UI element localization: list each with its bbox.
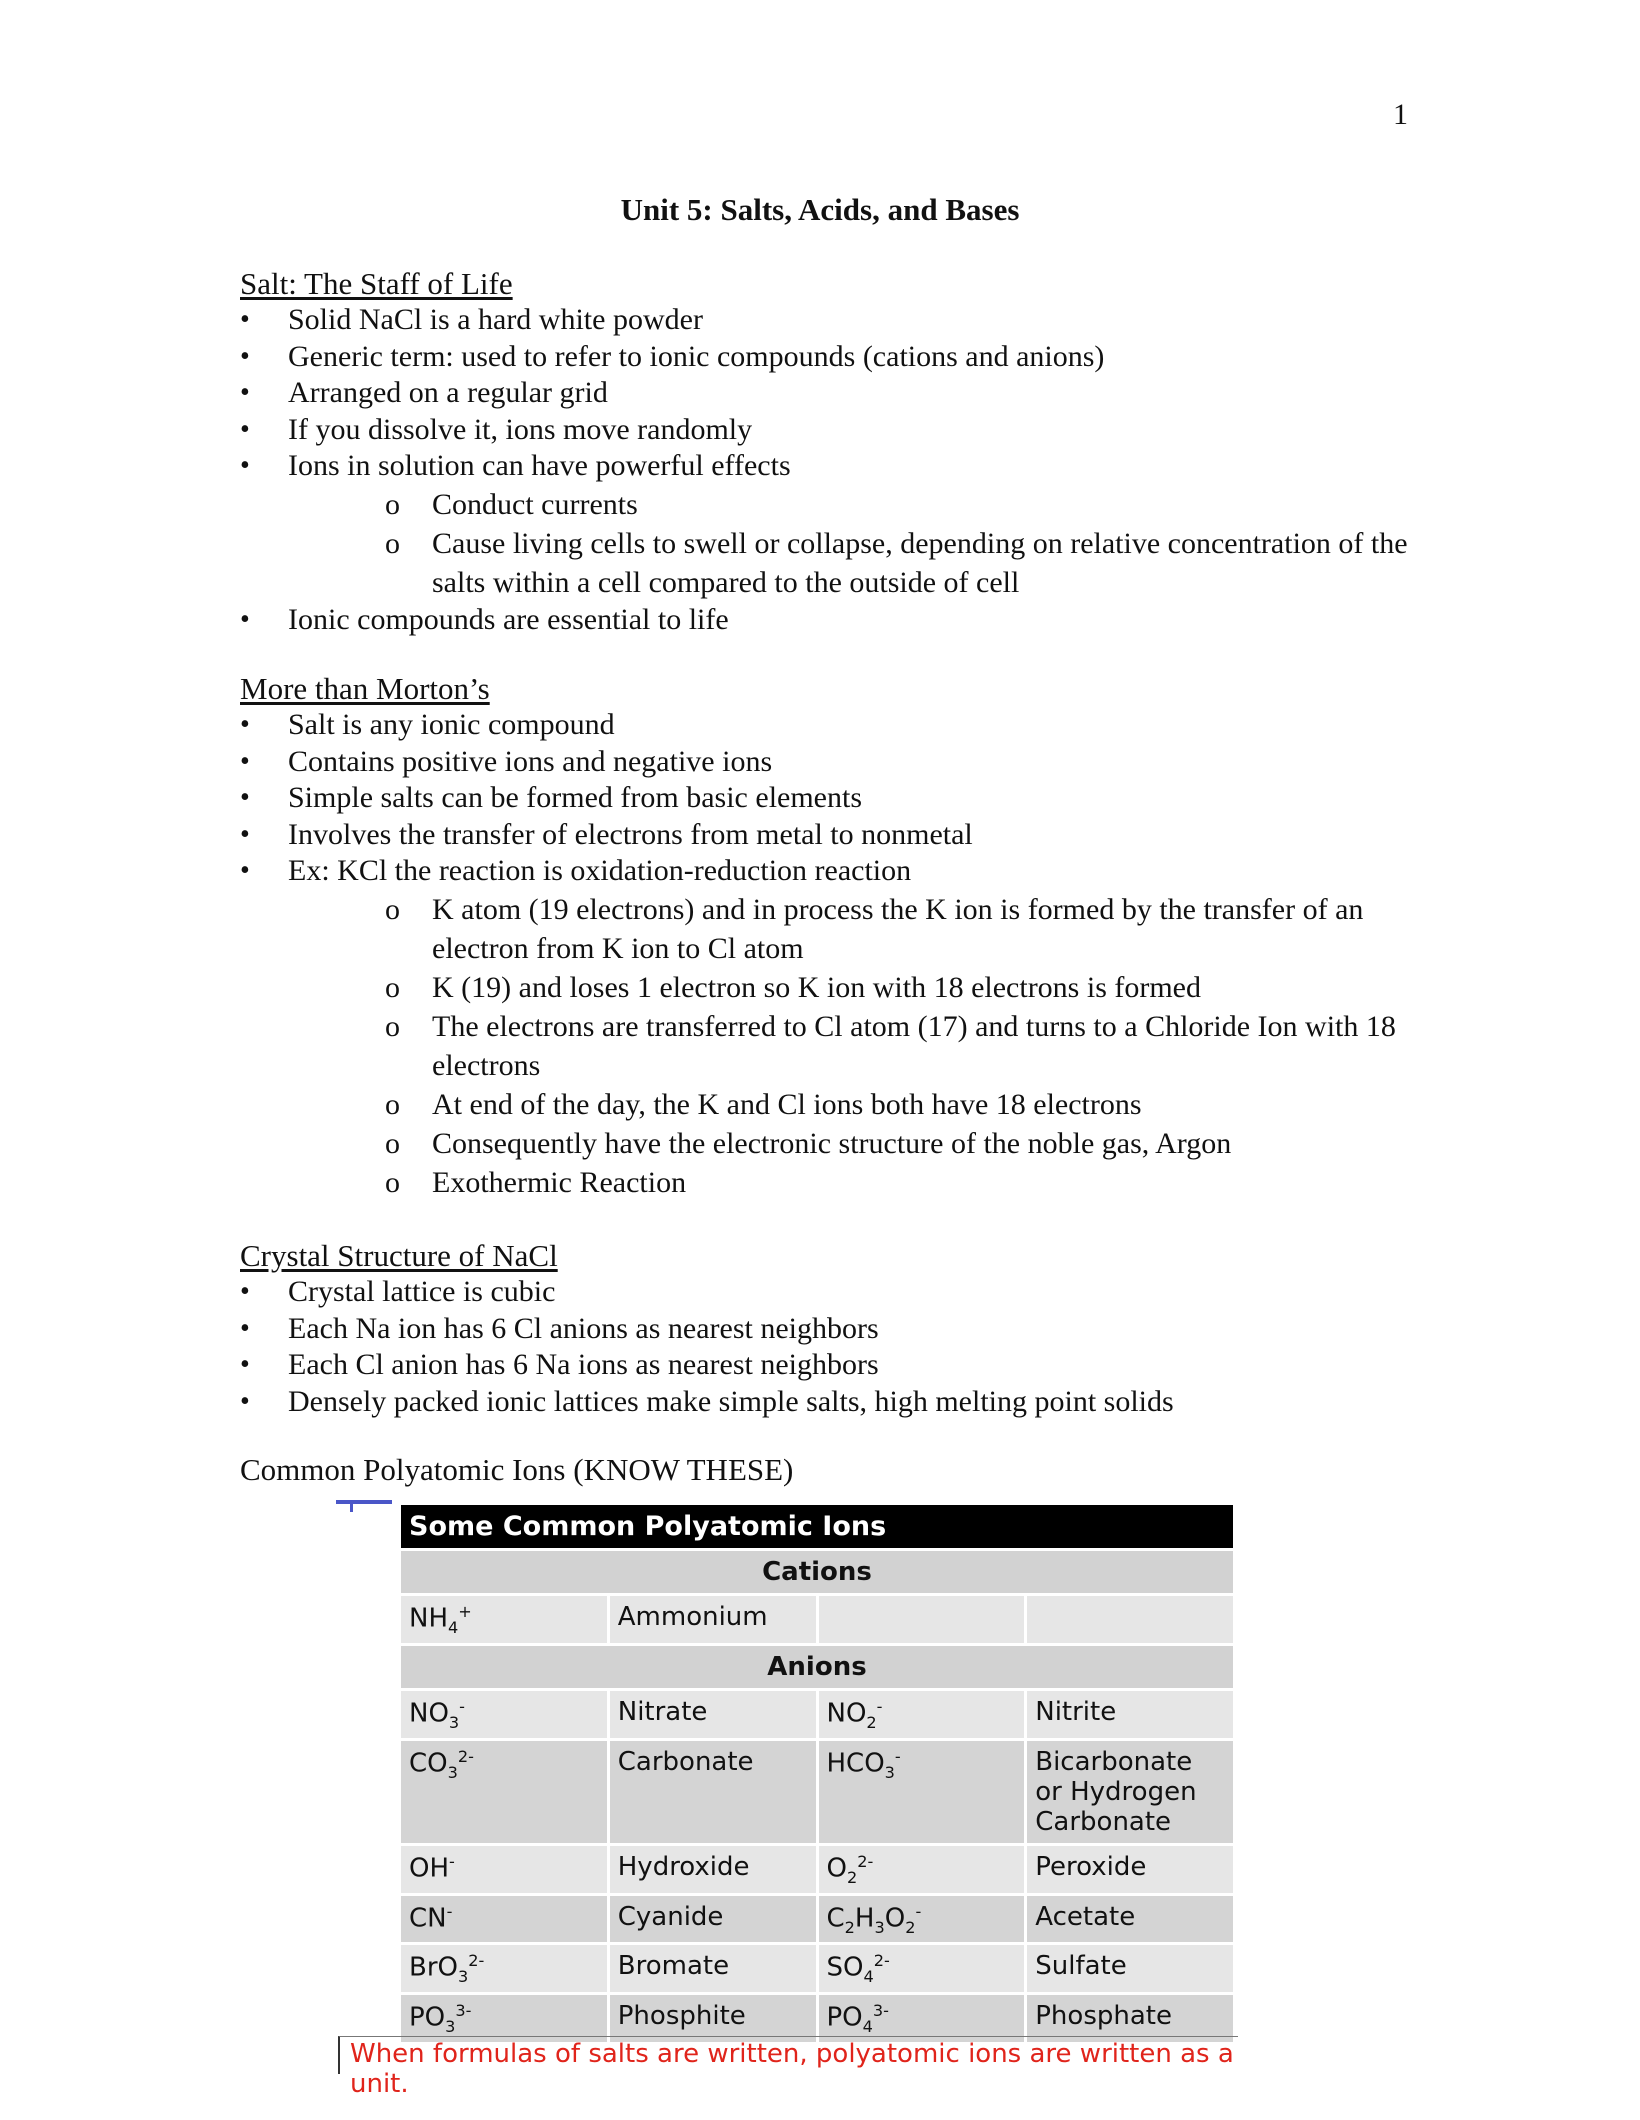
- ion-name: Nitrite: [1026, 1689, 1235, 1739]
- ion-formula: [400, 1894, 609, 1944]
- formula-charge: 2-: [457, 1746, 474, 1766]
- formula-base: NH: [409, 1603, 448, 1634]
- formula-subscript: 4: [448, 1617, 459, 1637]
- formula-base: BrO: [409, 1953, 458, 1984]
- formula-charge: 2-: [468, 1951, 485, 1971]
- sub-bullet-list: [385, 890, 1420, 1202]
- bullet-list: [240, 707, 1420, 1202]
- section-more-than-mortons: [240, 671, 1420, 1202]
- section-salt-staff-of-life: [240, 266, 1420, 638]
- ion-formula: [400, 1739, 609, 1844]
- table-row: [400, 1894, 1235, 1944]
- bullet-item: [240, 853, 1420, 1202]
- bullet-list: [240, 1274, 1420, 1420]
- bullet-item: [240, 780, 1420, 817]
- formula-base: NO: [826, 1698, 867, 1729]
- ion-formula: [400, 1844, 609, 1894]
- ion-name: Carbonate: [608, 1739, 817, 1844]
- formula-charge: -: [449, 1851, 455, 1871]
- anions-header: Anions: [400, 1644, 1235, 1689]
- ion-name: Hydroxide: [608, 1844, 817, 1894]
- bullet-item: [240, 412, 1420, 449]
- empty-cell: [1026, 1595, 1235, 1645]
- formula-base: PO: [409, 2002, 446, 2033]
- bullet-item: [240, 1311, 1420, 1348]
- table-title: Some Common Polyatomic Ions: [400, 1504, 1235, 1550]
- bullet-item: [240, 448, 1420, 602]
- formula-charge: +: [458, 1602, 472, 1621]
- ion-name: Acetate: [1026, 1894, 1235, 1944]
- page-title: Unit 5: Salts, Acids, and Bases: [620, 192, 1020, 227]
- formula-subscript: 4: [863, 1967, 874, 1987]
- bullet-text: Salt is any ionic compound: [288, 708, 615, 741]
- bullet-item: [240, 339, 1420, 376]
- ion-name: Phosphate: [1026, 1994, 1235, 2044]
- bullet-text: Involves the transfer of electrons from metal to nonmetal: [288, 817, 973, 851]
- ion-name: Phosphite: [608, 1994, 817, 2044]
- bullet-text: Ionic compounds are essential to life: [288, 602, 729, 636]
- bullet-item: [240, 602, 1420, 639]
- ion-name: Cyanide: [608, 1894, 817, 1944]
- table-row: [400, 1595, 1235, 1645]
- section-heading: More than Morton’s: [240, 671, 490, 706]
- bullet-text: Crystal lattice is cubic: [288, 1275, 556, 1308]
- ion-formula: [817, 1944, 1026, 1994]
- formula-subscript: 3: [445, 2017, 456, 2037]
- section-heading: Salt: The Staff of Life: [240, 266, 513, 301]
- ion-name: Bromate: [608, 1944, 817, 1994]
- ion-name: Bicarbonate or Hydrogen Carbonate: [1026, 1739, 1235, 1844]
- sub-bullet-item: o K (19) and loses 1 electron so K ion with 18 electrons is formed: [385, 968, 1420, 1007]
- bullet-item: [240, 1347, 1420, 1384]
- formula-base: O: [826, 1853, 847, 1884]
- sub-bullet-item: o Cause living cells to swell or collapse, depending on relative concentration of the salts within a cell compared to the outside of cell: [385, 524, 1420, 602]
- formula-base: CN: [409, 1903, 447, 1934]
- formula-subscript: 2: [866, 1712, 877, 1732]
- bullet-item: [240, 1274, 1420, 1311]
- bullet-item: [240, 375, 1420, 412]
- sub-bullet-item: o At end of the day, the K and Cl ions both have 18 electrons: [385, 1085, 1420, 1124]
- bullet-item: [240, 1384, 1420, 1421]
- table-note: When formulas of salts are written, polyatomic ions are written as a unit.: [338, 2036, 1238, 2074]
- page-number: 1: [1393, 98, 1408, 131]
- table-row: [400, 1844, 1235, 1894]
- formula-charge: -: [894, 1746, 901, 1766]
- ion-formula: $C_2H_3O_2^-$: [817, 1894, 1026, 1944]
- formula-subscript: 3: [448, 1712, 460, 1732]
- formula-base: OH: [409, 1853, 450, 1884]
- section-heading: Crystal Structure of NaCl: [240, 1238, 558, 1273]
- bullet-text: Each Cl anion has 6 Na ions as nearest neighbors: [288, 1348, 879, 1381]
- sub-bullet-item: o The electrons are transferred to Cl atom (17) and turns to a Chloride Ion with 18 electrons: [385, 1007, 1420, 1085]
- formula-charge: -: [876, 1696, 883, 1716]
- bullet-text: Contains positive ions and negative ions: [288, 744, 773, 778]
- bullet-item: [240, 744, 1420, 781]
- bullet-text: Solid NaCl is a hard white powder: [288, 303, 703, 336]
- ion-name: Ammonium: [608, 1595, 817, 1645]
- table-row: [400, 1689, 1235, 1739]
- sub-bullet-item: o K atom (19 electrons) and in process the K ion is formed by the transfer of an electron from K ion to Cl atom: [385, 890, 1420, 968]
- formula-charge: 2-: [873, 1951, 890, 1971]
- bullet-text: Each Na ion has 6 Cl anions as nearest neighbors: [288, 1311, 879, 1345]
- ion-formula: [400, 1689, 609, 1739]
- formula-charge: 2-: [857, 1851, 874, 1871]
- formula-charge: -: [459, 1696, 465, 1716]
- cations-header: Cations: [400, 1550, 1235, 1595]
- bullet-text: If you dissolve it, ions move randomly: [288, 412, 753, 446]
- formula-charge: 3-: [872, 2001, 889, 2021]
- empty-cell: [817, 1595, 1026, 1645]
- ion-name: Nitrate: [608, 1689, 817, 1739]
- table-move-handle: [336, 1500, 392, 1504]
- sub-bullet-item: o Exothermic Reaction: [385, 1163, 1420, 1202]
- table-row: [400, 1739, 1235, 1844]
- bullet-text: Simple salts can be formed from basic elements: [288, 781, 862, 814]
- sub-bullet-item: o Consequently have the electronic structure of the noble gas, Argon: [385, 1124, 1420, 1163]
- bullet-text: Ions in solution can have powerful effects: [288, 449, 791, 482]
- table-row: [400, 1944, 1235, 1994]
- polyatomic-ion-table: [398, 1502, 1236, 2045]
- formula-subscript: 3: [884, 1762, 895, 1782]
- bullet-item: [240, 302, 1420, 339]
- sub-bullet-list: [385, 485, 1420, 602]
- section-crystal-structure: [240, 1238, 1420, 1420]
- ion-name: Peroxide: [1026, 1844, 1235, 1894]
- bullet-text: Generic term: used to refer to ionic compounds (cations and anions): [288, 339, 1105, 373]
- section-heading: Common Polyatomic Ions (KNOW THESE): [240, 1452, 794, 1487]
- formula-subscript: 2: [846, 1867, 858, 1887]
- formula-base: PO: [826, 2002, 863, 2033]
- formula-charge: -: [446, 1901, 453, 1921]
- bullet-text: Ex: KCl the reaction is oxidation-reduction reaction: [288, 854, 912, 887]
- ion-formula: [817, 1739, 1026, 1844]
- bullet-item: [240, 707, 1420, 744]
- bullet-item: [240, 817, 1420, 854]
- ion-formula: [400, 1595, 609, 1645]
- bullet-list: [240, 302, 1420, 638]
- ion-formula: [400, 1944, 609, 1994]
- formula-base: SO: [826, 1953, 864, 1984]
- section-polyatomic-ions: [240, 1452, 1420, 1488]
- bullet-text: Arranged on a regular grid: [288, 376, 608, 409]
- formula-subscript: 3: [458, 1967, 469, 1987]
- sub-bullet-item: o Conduct currents: [385, 485, 1420, 524]
- bullet-text: Densely packed ionic lattices make simple salts, high melting point solids: [288, 1384, 1174, 1418]
- formula-charge: 3-: [455, 2001, 472, 2021]
- formula-base: CO: [409, 1748, 448, 1779]
- formula-base: HCO: [826, 1748, 885, 1779]
- ion-name: Sulfate: [1026, 1944, 1235, 1994]
- formula-subscript: 3: [447, 1762, 458, 1782]
- formula-base: NO: [409, 1698, 449, 1729]
- formula-subscript: 4: [862, 2017, 873, 2037]
- ion-formula: [817, 1844, 1026, 1894]
- ion-formula: [817, 1689, 1026, 1739]
